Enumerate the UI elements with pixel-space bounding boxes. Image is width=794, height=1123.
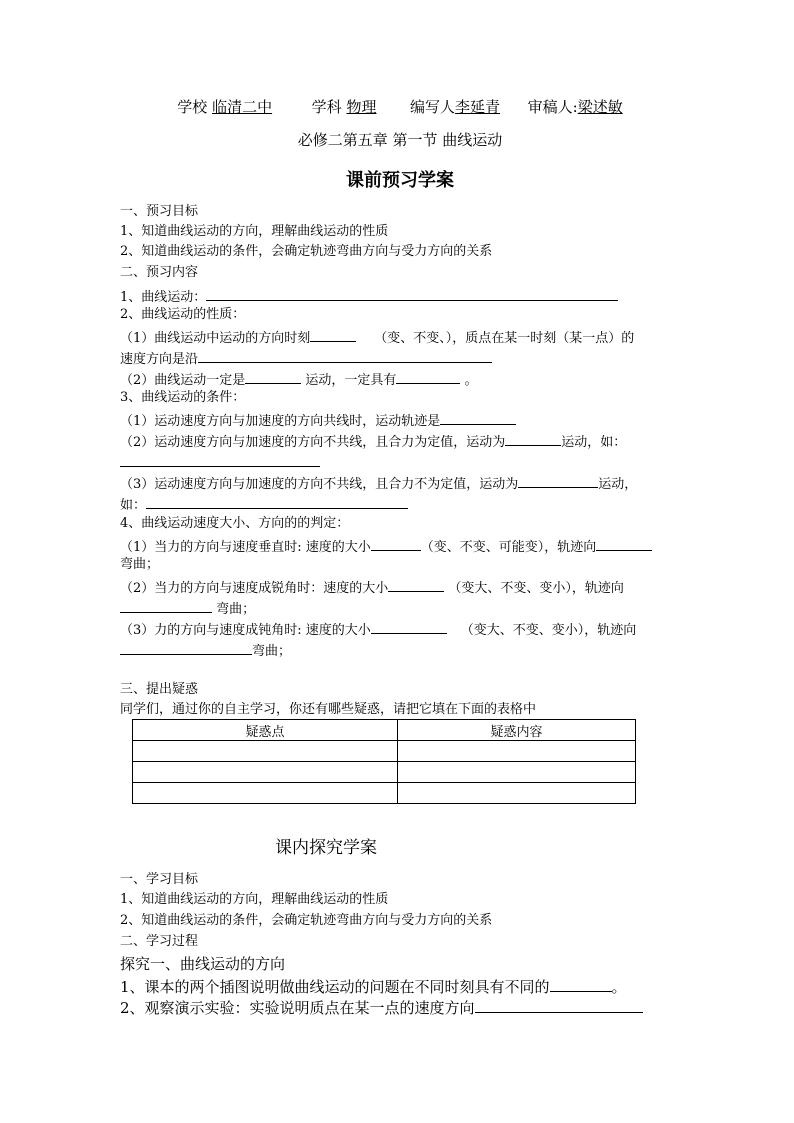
reviewer-value: 梁述敏	[577, 98, 623, 116]
q4-1-line2: 弯曲；	[120, 557, 160, 572]
pre-study-title: 课前预习学案	[346, 170, 454, 191]
inclass-section-2: 二、学习过程	[120, 934, 199, 949]
table-cell[interactable]	[398, 762, 636, 783]
q2-1-blank-2[interactable]	[198, 349, 492, 363]
q3-1-blank[interactable]	[440, 411, 516, 425]
table-cell[interactable]	[133, 741, 398, 762]
q2-1-blank[interactable]	[310, 328, 356, 342]
table-cell[interactable]	[133, 783, 398, 804]
q4-2-text-c: 弯曲；	[216, 602, 256, 617]
q1-label: 1、曲线运动：	[120, 290, 207, 305]
q3-3-blank[interactable]	[518, 474, 598, 488]
table-cell[interactable]	[133, 762, 398, 783]
q4-3-text-a: （3）力的方向与速度成钝角时: 速度的大小	[120, 623, 371, 638]
q2-1-text-c: 速度方向是沿	[120, 352, 199, 367]
q2-2-text-b: 运动，一定具有	[305, 373, 397, 388]
q4-2-text-b: （变大、不变、变小），轨迹向	[448, 581, 624, 596]
pre-goal-1: 1、知道曲线运动的方向，理解曲线运动的性质	[120, 224, 389, 239]
author-label: 编写人	[410, 98, 456, 116]
chapter-title: 必修二第五章 第一节 曲线运动	[297, 131, 503, 149]
inclass-goal-1: 1、知道曲线运动的方向，理解曲线运动的性质	[120, 892, 389, 907]
q4-3-blank-1[interactable]	[371, 620, 447, 634]
q3-3-text-c: 如：	[120, 498, 147, 513]
inclass-section-1: 一、学习目标	[120, 872, 199, 887]
q4-3-text-b: （变大、不变、变小），轨迹向	[460, 623, 637, 638]
q2-2-text-a: （2）曲线运动一定是	[120, 373, 246, 388]
q4-1-blank-2[interactable]	[596, 537, 652, 551]
explore-1-q2	[120, 997, 680, 1017]
subject-value: 物理	[346, 98, 377, 116]
q2-1-text-a: （1）曲线运动中运动的方向时刻	[120, 331, 311, 346]
q3-2-blank[interactable]	[505, 432, 561, 446]
q4-3-line	[120, 620, 680, 639]
inclass-goal-2: 2、知道曲线运动的条件，会确定轨迹弯曲方向与受力方向的关系	[120, 913, 493, 928]
q4-1-text-b: （变、不变、可能变），轨迹向	[420, 540, 597, 555]
explore-1-q2-blank[interactable]	[475, 997, 643, 1013]
q3-1-line	[120, 411, 680, 430]
q3-3-line2	[120, 495, 680, 514]
header-info	[110, 98, 690, 116]
q2-label: 2、曲线运动的性质：	[120, 307, 246, 322]
table-row	[133, 762, 636, 783]
q4-3-blank-2[interactable]	[120, 641, 252, 655]
q2-1-line	[120, 328, 680, 347]
q3-2-line	[120, 432, 680, 451]
q3-label: 3、曲线运动的条件：	[120, 390, 246, 405]
pre-section-1: 一、预习目标	[120, 204, 199, 219]
q1-line	[120, 287, 680, 306]
q2-1-text-b: （变、不变、），质点在某一时刻（某一点）的	[374, 331, 635, 346]
explore-1-q1	[120, 976, 680, 996]
explore-1-q1-end: 。	[611, 978, 627, 996]
pre-section-3-intro: 同学们，通过你的自主学习，你还有哪些疑惑，请把它填在下面的表格中	[120, 702, 537, 717]
explore-1-q1-blank[interactable]	[550, 976, 612, 992]
table-header-cell: 疑惑内容	[398, 720, 636, 741]
table-row	[133, 783, 636, 804]
q2-2-text-c: 。	[464, 373, 478, 388]
q3-2-blank-2[interactable]	[120, 453, 320, 467]
q4-1-text-a: （1）当力的方向与速度垂直时: 速度的大小	[120, 540, 371, 555]
q2-2-line	[120, 370, 680, 389]
explore-1-q1-text: 1、课本的两个插图说明做曲线运动的问题在不同时刻具有不同的	[120, 978, 550, 996]
pre-section-2: 二、预习内容	[120, 265, 199, 280]
q3-3-blank-2[interactable]	[146, 495, 408, 509]
table-row	[133, 741, 636, 762]
q3-1-text: （1）运动速度方向与加速度的方向共线时，运动轨迹是	[120, 414, 441, 429]
q4-3-line2	[120, 641, 680, 660]
q4-label: 4、曲线运动速度大小、方向的的判定：	[120, 516, 350, 531]
explore-1-q2-text: 2、观察演示实验：实验说明质点在某一点的速度方向	[120, 999, 475, 1017]
q4-2-blank-1[interactable]	[388, 578, 444, 592]
q3-3-text-b: 运动，	[598, 477, 638, 492]
q3-2-text-a: （2）运动速度方向与加速度的方向不共线，且合力为定值，运动为	[120, 435, 506, 450]
inclass-title: 课内探究学案	[275, 838, 377, 858]
q4-2-line	[120, 578, 680, 597]
q4-3-text-c: 弯曲；	[252, 644, 292, 659]
q2-2-blank-1[interactable]	[245, 370, 301, 384]
school-value: 临清二中	[212, 98, 273, 116]
q3-3-line	[120, 474, 680, 493]
pre-section-3: 三、提出疑惑	[120, 682, 199, 697]
q4-1-blank-1[interactable]	[371, 537, 421, 551]
pre-goal-2: 2、知道曲线运动的条件，会确定轨迹弯曲方向与受力方向的关系	[120, 244, 493, 259]
table-cell[interactable]	[398, 783, 636, 804]
table-cell[interactable]	[398, 741, 636, 762]
q1-blank[interactable]	[206, 287, 618, 301]
table-header-cell: 疑惑点	[133, 720, 398, 741]
q4-1-line	[120, 537, 680, 556]
q3-2-line2	[120, 453, 680, 472]
author-value: 李延青	[455, 98, 501, 116]
doubt-table	[132, 719, 636, 804]
explore-1-title: 探究一、曲线运动的方向	[120, 955, 286, 973]
q2-2-blank-2[interactable]	[396, 370, 460, 384]
q2-1-line2	[120, 349, 680, 368]
subject-label: 学科	[311, 98, 342, 116]
q4-2-blank-2[interactable]	[120, 599, 212, 613]
q4-2-text-a: （2）当力的方向与速度成锐角时：速度的大小	[120, 581, 389, 596]
q3-3-text-a: （3）运动速度方向与加速度的方向不共线，且合力不为定值，运动为	[120, 477, 519, 492]
school-label: 学校	[177, 98, 208, 116]
reviewer-label: 审稿人:	[527, 98, 578, 116]
q4-2-line2	[120, 599, 680, 618]
table-header-row	[133, 720, 636, 741]
q3-2-text-b: 运动，如：	[561, 435, 627, 450]
